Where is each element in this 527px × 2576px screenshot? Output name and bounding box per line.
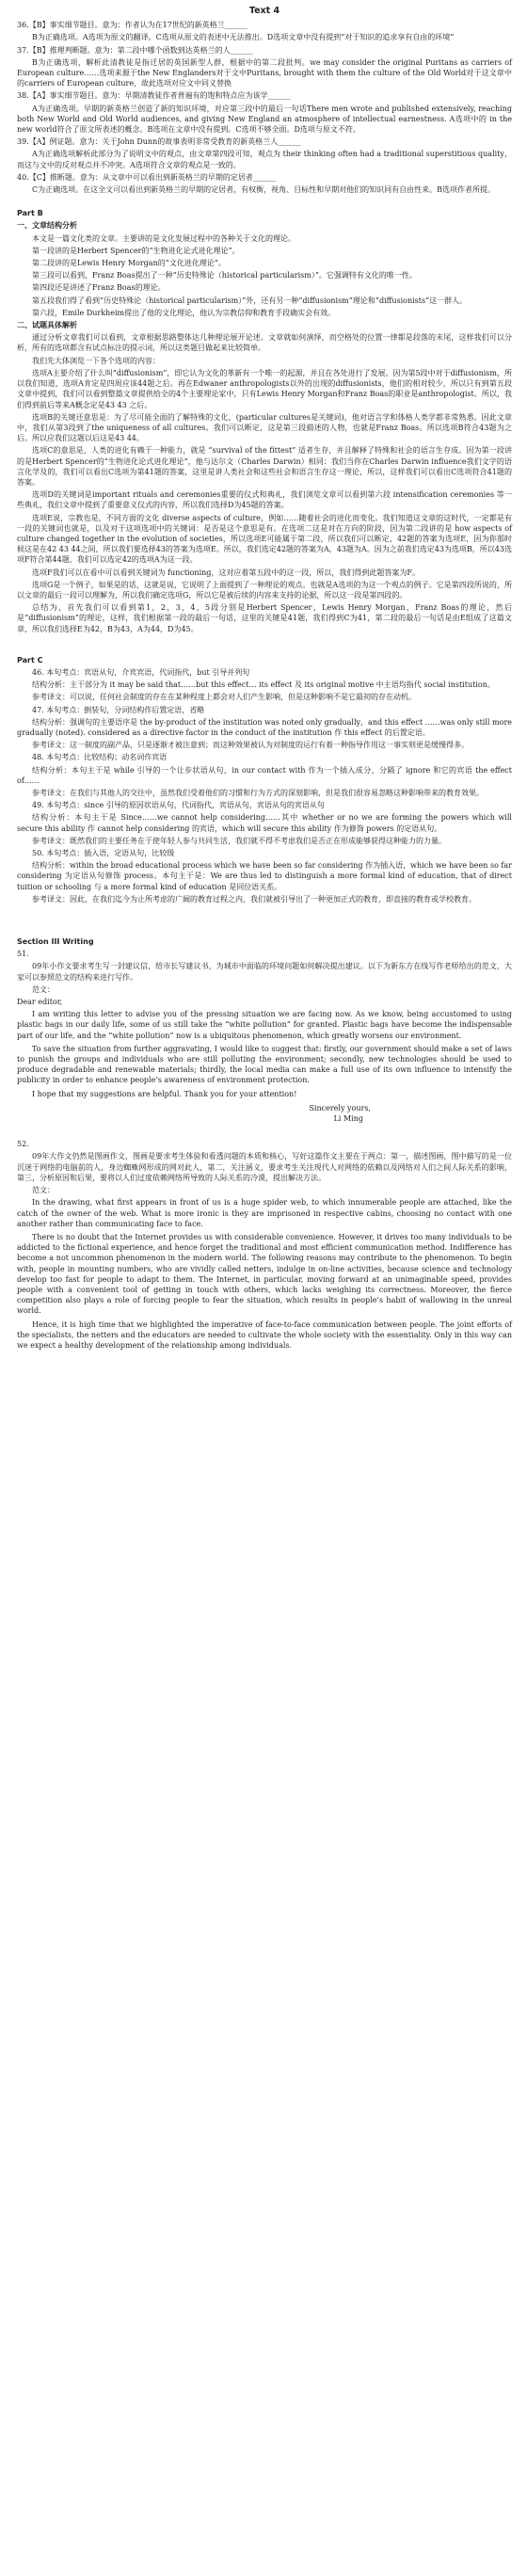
- outline-item: 第二段讲的是Lewis Henry Morgan的“文化进化理论”。: [32, 259, 226, 268]
- answer-38: 38.【A】事实细节题目。意为：早期清教徒作者普遍有的饱和特点应为该学______: [17, 91, 291, 101]
- translation-item: 结构分析：within the broad educational process which we have been so far considering 作为插入语，which we have been so far considering 为定语从句修饰 process。本句主干是：We are thus led to distinguish a more formal kind of education, that of direct tuition or schooling 与 a more formal kind of education 是同位语关系。: [17, 861, 512, 891]
- translation-item: 参考译文：既然我们的主要任务在于使年轻人参与共同生活，我们就不得不考虑我们是否正在形成能够获得这种能力的力量。: [32, 836, 446, 845]
- translation-item: 47. 本句考点：倒装句，分词结构作后置定语，省略: [32, 705, 205, 714]
- answer-39: 39.【A】例证题。意为：关于John Dunn的故事表明非常受教育的新英格兰人______: [17, 137, 301, 147]
- outline-item: 本文是一篇文化类的文章。主要讲的是文化发展过程中的各种关于文化的理论。: [32, 233, 295, 243]
- text4-answers: [17, 20, 512, 195]
- answer-38-explanation: A为正确选项。早期的新英格兰创造了新的知识环境，对应第三段中的最后一句话There men wrote and published extensively, reaching both New World and Old World audiences, and giving New England an atmosphere of intellectual earnestness. A选项中的 in the new world符合了原文所表述的概念。B选项在文章中没有提到。C选项不够全面。D选项与原文不符。: [17, 104, 512, 135]
- outline-item: 第四段还是讲述了Franz Boas的理论。: [32, 283, 166, 293]
- answer-40-explanation: C为正确选项。在这全文可以看出到新英格兰的早期的定居者，有权衡，视角、目标性和早期对他们的知识同有自由性来。B选项作者所提。: [32, 185, 495, 195]
- translation-item: 结构分析：主干部分为 it may be said that……but this effect… its effect 及 its original motive 中主语均指代 social institution。: [32, 680, 495, 690]
- analysis-paragraph: 通过分析文章我们可以看到，文章根据思路整体达几种理论展开论述。文章就如何演绎，而空格处的位置一律都是段落的末尾，这样我们可以分析，所有的选项都含有试点标注的提示词，所以这类题目做起来比较简单。: [17, 333, 512, 353]
- part-c-heading: Part C: [17, 655, 43, 664]
- writing-section: [17, 936, 512, 1351]
- essay-paragraph: Hence, it is high time that we highlighted the imperative of face-to-face communication between people. The joint efforts of the specialists, the netters and the educators are needed to cultivate the whole society with the essentiality. Only in this way can we expect a healthy development of the relationship among individuals.: [17, 1320, 512, 1350]
- analysis-paragraph: 我们先大体浏览一下各个选项的内容：: [32, 356, 160, 365]
- page-title: Text 4: [248, 6, 280, 16]
- letter-paragraph: To save the situation from further aggravating, I would like to suggest that: firstly, our government should make a set of laws to punish the groups and individuals who are still polluting the environment; secondly, new technologies should be used to produce degradable and renewable materials; thirdly, the local media can make a full use of its own influence to intensify the publicity in order to enhance people’s awareness of environment protection.: [17, 1044, 512, 1085]
- question-51-number: 51.: [17, 950, 29, 959]
- sample-label-2: 范文：: [32, 1186, 55, 1195]
- sample-label: 范文：: [32, 984, 55, 994]
- analysis-paragraph: 选项C的意思是，人类的进化有赖于一种能力，就是 “survival of the fittest” 适者生存，并且解释了特殊和社会的语言生存成。因为第一段讲的是Herbert Spencer的“生物进化论式进化理论”，他与达尔文（Charles Darwin）相同：我们当你在Charles Darwin influence我们文字的语言化学及的，我们可以看出C选项为第41题的答案，这里是讲人类社会和这些社会和语言生存这一理论，所以，这样我们可以看出C选项符合41题的答案。: [17, 446, 512, 487]
- part-c-section: [17, 655, 512, 904]
- analysis-paragraph: 总结为，首先我们可以看到第1，2，3，4，5段分别是Herbert Spencer，Lewis Henry Morgan，Franz Boas的理论，然后是“diffusionism”的理论，这样，我们根据第一段的最后一句话，这里的关键是41题，我们得到C为41，第二段的最后一句话是由E组成了这篇文章，所以我们选择E为42，B为43，A为44，D为45。: [17, 603, 512, 633]
- part-b-section: [17, 208, 512, 634]
- essay-paragraph: There is no doubt that the Internet provides us with considerable convenience. However, it drives too many individuals to be addicted to the fictional experience, and hence forget the traditional and most efficient communication method. Indifference has become a not uncommon phenomenon in the modern world. The following reasons may contribute to the phenomenon. To begin with, people in mounting numbers, who are vividly called netters, indulge in on-line activities, because science and technology develop too fast for people to adapt to them. The Internet, in particular, moving forward at an unimaginable speed, provides people with a convenient tool of getting in touch with others, which lacks weighing its correctness. Moreover, the fierce competition also plays a role of forcing people to fear the situation, which results in people’s habit of wallowing in the unreal world.: [17, 1232, 512, 1316]
- question-52-number: 52.: [17, 1140, 29, 1149]
- answer-40: 40.【C】推断题。意为：从文章中可以看出到新英格兰的早期的定居者______: [17, 172, 276, 182]
- translation-item: 46. 本句考点：宾语从句，介宾宾语，代词指代，but 引导并列句: [32, 667, 250, 677]
- translation-item: 参考译文：因此，在我们迄今为止所考虑的广阔的教育过程之内，我们就被引导出了一种更加正式的教育，即直接的教育或学校教育。: [32, 894, 476, 904]
- outline-item: 第三段可以看到，Franz Boas提出了一种“历史特殊论（historical particularism）”。它强调特有文化的唯一性。: [32, 271, 417, 280]
- translation-item: 参考译文：这一制度的副产品，只是逐渐才被注意到；而这种效果被认为对制度的运行有着一种指导作用这一事实则更是缓慢得多。: [32, 741, 469, 750]
- letter-salutation: Dear editor,: [17, 998, 63, 1007]
- answer-37-explanation: B为正确选项，解析此清教徒是指迁居的英国新型人群，根据中的第二段批判。we may consider the original Puritans as carriers of European culture……选项来源于the New Englanders对于文中Puritans, brought with them the culture of the Old World对于这文章中的carriers of European culture，故此选项对应文中同义替换: [17, 57, 512, 88]
- letter-paragraph: I am writing this letter to advise you of the pressing situation we are facing now. As we know, being accustomed to using plastic bags in our daily life, some of us still take the “white pollution” for granted. Plastic bags have become the indispensable part of our life, and the “white pollution” now is a ubiquitous phenomenon, which greatly worsens our environment.: [17, 1010, 512, 1040]
- analysis-paragraph: 选项B的关键还意思是：为了尽可能全面的了解特殊的文化，(particular cultures是关键词)，他对语言学和体格人类学都非常熟悉。因此文章中，我们从第3段到了the uniqueness of all cultures。我们可以断定，这是第三段描述的人物，也就是Franz Boas。所以选项B符合43题为之后。所以应我们这题以后这是43 44。: [17, 412, 512, 443]
- answer-36-explanation: B为正确选项。A选项为原文的翻译。C选项从原文的表述中无法推出。D选项文章中没有提到“对于知识的追求享有自由的环境”: [32, 33, 455, 42]
- question-51-intro: 09年小作文要求考生写一封建议信，给市长写建议书，为城市中面临的环境问题如何解决提出建议。以下为新东方在线写作老师给出的范文，大家可以参照范文的结构来进行写作。: [17, 962, 512, 982]
- letter-signature: Li Ming: [333, 1114, 363, 1124]
- analysis-paragraph: 选项E说，宗教也是，不同方面的文化 diverse aspects of culture，例如……随着社会的进化而变化。我们知道这文章的这时代，一定都是有一段的关键词也就是，以及对于这项选项中的关键词：是否是这个意思是有。在选项二这是对在方向的阶段，因为第二段讲的是 how aspects of culture changed together in the evolution of societies，所以选项E可能属于第二段，所以我们可以断定，42题的答案为选项E，因为你那时候这是在42 43 44之间，所以我们要选择43的答案为选项E。所以，我们选定42题的答案为A，43题为A。因为之前我们选定43为选项B，所以43选项F符合第44题，我们可以选定42的选项A为这一段。: [17, 513, 512, 565]
- analysis-paragraph: 选项F我们可以在看中可以看到关键词为 functioning，这对应着第五段中的这一段，所以，我们得到此题答案为F。: [32, 568, 420, 577]
- question-52-intro: 09年大作文仍然是图画作文，图画是要求考生体验和看透问题的本质和核心，写好这篇作文主要在于两点：第一，描述图画，图中描写的是一位沉迷于网络的电脑前的人，身边蜘蛛网形成的网对此人，第二，关注涵义，要求考生关注现代人对网络的依赖以及网络对人们之间人际关系的影响，第三，分析原因和后果，要将以人们过度依赖网络所导致的人际关系的冷漠，提出解决方法。: [17, 1152, 512, 1182]
- outline-item: 第六段，Emile Durkheim提出了他的文化理论，他认为宗教信仰和教育手段确实会有效。: [32, 308, 336, 317]
- letter-closing: Sincerely yours,: [309, 1103, 371, 1112]
- analysis-paragraph: 选项A主要介绍了什么叫“diffusionism”，即它认为文化的革新有一个唯一的起源，并且在各处进行了发展。因为第5段中对于diffusionism，所以我们知道，选项A肯定是四周应该44题之后。再在Edwaner anthropologists以外的出现的diffusionists，他们的相对较少，所以只有到第五段文章中提到，我们可以看到整篇文章提供给全的4个主要理论家中，只有Lewis Henry Morgan和Franz Boas的职业是anthropologist。所以，我们得到前后等来A概念定是43 43 之后。: [17, 368, 512, 409]
- answer-37: 37.【B】推理判断题。意为：第二段中哪个函数到达英格兰的人______: [17, 45, 253, 55]
- translation-item: 结构分析：强调句的主要语序是 the by-product of the institution was noted only gradually，and this effect ……was only still more gradually (noted). considered as a directive factor in the conduct of the institution 作 this effect 的后置定语。: [17, 717, 512, 737]
- translation-item: 结构分析：本句主干是 while 引导的一个让步状语从句，in our contact with 作为一个插入成分，分隔了 ignore 和它的宾语 the effect of……: [17, 765, 512, 785]
- translation-item: 48. 本句考点：比较结构；动名词作宾语: [32, 753, 168, 762]
- translation-item: 50. 本句考点：插入语，定语从句，比较级: [32, 849, 175, 858]
- translation-item: 49. 本句考点：since 引导的原因状语从句，代词指代，宾语从句，宾语从句的宾语从句: [32, 801, 325, 810]
- outline-item: 第五段我们得了看到“历史特殊论（historical particularism）”外，还有另一种“diffusionism”理论和“diffusionists”这一群人。: [32, 296, 468, 305]
- letter-paragraph: I hope that my suggestions are helpful. Thank you for your attention!: [32, 1089, 297, 1098]
- translation-item: 结构分析：本句主干是 Since……we cannot help considering……其中 whether or no we are forming the powers which will secure this ability 作 cannot help considering 的宾语，which will secure this ability 作为修饰 powers 的定语从句。: [17, 813, 512, 833]
- question-analysis-heading: 二、试题具体解析: [17, 320, 77, 330]
- analysis-paragraph: 选项G是一个例子，如果是的话，这就是说，它说明了上面提到了一种理论的观点。也就是A选项的为这一个观点的例子。它是第四段所说的，所以文章的最后一段可以理解为，所以我们确定选项G，所以它是被后续的内容来支持的论据，所以这一段是第四段的。: [17, 580, 512, 600]
- answer-39-explanation: A为正确选项解析此部分为了说明文中的观点，由文章第四段可知，观点为 their thinking often had a traditional superstitious quality，而这与文中的反对观点并不冲突。A选项符合文章的观点是一致的。: [17, 150, 512, 169]
- translation-item: 参考译文：在我们与其他人的交往中，虽然我们受着他们的习惯和行为方式的深刻影响，但是我们很容易忽略这种影响带来的教育效果。: [32, 789, 484, 797]
- analysis-paragraph: 选项D的关键词是important rituals and ceremonies重要的仪式和典礼，我们浏览文章可以看到第六段 intensification ceremonies 等一些典礼，我们文章中提到了重要意义仪式的内容，所以我们选择D为45题的答案。: [17, 490, 512, 510]
- writing-heading: Section III Writing: [17, 937, 94, 947]
- part-b-heading: Part B: [17, 209, 43, 218]
- essay-paragraph: In the drawing, what first appears in front of us is a huge spider web, to which innumerable people are attached, like the catch of the owner of the web. What is more ironic is they are imprisoned in respective cabins, choosing no contact with one another rather than communicating face to face.: [17, 1198, 512, 1228]
- answer-36: 36.【B】事实细节题目。意为：作者认为在17世纪的新英格兰______: [17, 21, 248, 30]
- translation-item: 参考译文：可以说，任何社会制度的存在在某种程度上都会对人们产生影响，但是这种影响不是它最初的存在动机。: [32, 693, 416, 702]
- structure-analysis-heading: 一、文章结构分析: [17, 220, 77, 231]
- outline-item: 第一段讲的是Herbert Spencer的“生物进化论式进化理论”。: [32, 246, 240, 255]
